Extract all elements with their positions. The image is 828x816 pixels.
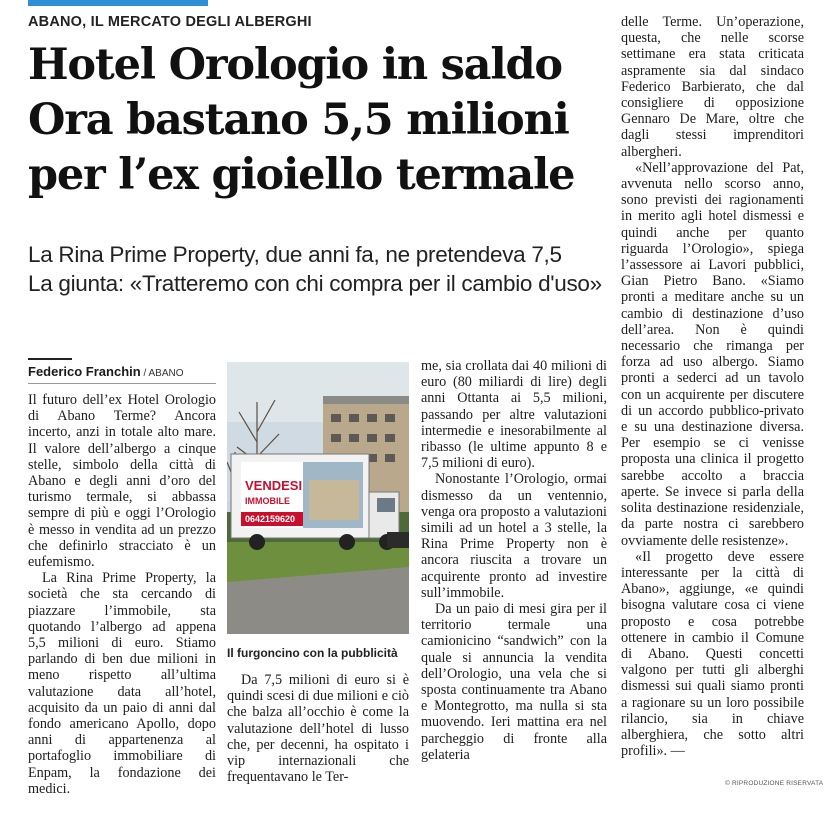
body-column-1 (28, 392, 216, 797)
body-column-4 (621, 14, 804, 759)
headline (28, 38, 598, 203)
truck-photo-illustration (227, 362, 409, 634)
headline-line: Hotel Orologio in saldo (28, 40, 562, 90)
truck-sign-immobile: IMMOBILE (245, 496, 290, 506)
byline-divider (28, 383, 216, 384)
paragraph: «Nell’approvazione del Pat, avvenuta nello scorso anno, sono previsti dei ragionamenti in merito agli hotel dismessi e quindi anche per quanto riguarda l’Orologio», spiega l’assessore ai Lavori pubblici, Gian Pietro Bano. «Siamo pronti a meditare anche su un cambio di destinazione d’uso dell’area. Non è quindi necessario che rimanga per forza ad uso albergo. Siamo pronti a sederci ad un tavolo con un acquirente per discutere di un accordo pubblico-privato e su una destinazione diversa. Per esempio se ci venisse proposta una clinica il progetto sarebbe accolto a braccia aperte. Se invece si parla della solita destinazione residenziale, da parte nostra ci sarebbero ovviamente delle resistenze». (621, 159, 804, 549)
truck-sign-vendesi: VENDESI (245, 478, 303, 493)
article-photo (227, 362, 409, 634)
byline-rule (28, 358, 72, 360)
paragraph: Da un paio di mesi gira per il territorio termale una camionicino “sandwich” con la quale si annuncia la vendita dell’Orologio, una vela che si sposta continuamente tra Abano e Montegrotto, ma nulla si sta muovendo. Ieri mattina era nel parcheggio di fronte alla gelateria (421, 601, 607, 763)
paragraph: Il futuro dell’ex Hotel Orologio di Abano Terme? Ancora incerto, anzi in totale alto mare. Il valore dell’albergo a cinque stelle, simbolo della città di Abano e degli anni d’oro del turismo termale, si abbassa sempre di più e oggi l’Orologio è messo in vendita ad un prezzo che definirlo stracciato è un eufemismo. (28, 392, 216, 571)
truck-sign-phone: 0642159620 (245, 514, 296, 524)
section-kicker: ABANO, IL MERCATO DEGLI ALBERGHI (28, 14, 312, 30)
body-column-2 (227, 672, 409, 785)
author-name: Federico Franchin (28, 364, 141, 379)
paragraph: «Il progetto deve essere interessante per la città di Abano», aggiunge, «e quindi bisogna valutare cosa ci viene proposto e cosa potrebbe ottenere in cambio il Comune di Abano. Questi concetti valgono per tutti gli alberghi dismessi sui quali siamo pronti a ragionare su un loro possibile rilancio, sia in chiave alberghiera, che sotto altri profili». — (621, 548, 804, 760)
headline-line: per l’ex gioiello termale (28, 150, 575, 200)
body-column-3 (421, 358, 607, 763)
paragraph: La Rina Prime Property, la società che sta cercando di piazzare l’immobile, sta quotando l’albergo ad appena 5,5 milioni di euro. Stiamo parlando di ben due milioni in meno rispetto all’ultima valutazione data all’hotel, acquisito da un paio di anni dal fondo americano Apollo, dopo anni di appartenenza al portafoglio immobiliare di Enpam, la fondazione dei medici. (28, 570, 216, 797)
author-location: / ABANO (140, 368, 184, 379)
subhead-line: La giunta: «Tratteremo con chi compra per il cambio d'uso» (28, 271, 602, 296)
section-color-bar (28, 0, 208, 6)
paragraph: Da 7,5 milioni di euro si è quindi scesi di due milioni e ciò che balza all’occhio è come la valutazione dell’hotel di lusso che, per decenni, ha ospitato i vip internazionali che frequentavano le Ter- (227, 672, 409, 786)
paragraph: delle Terme. Un’operazione, questa, che nelle scorse settimane era stata criticata aspramente sia dal sindaco Federico Barbierato, che dal consigliere di opposizione Gennaro De Mare, oltre che dagli stessi imprenditori albergheri. (621, 14, 804, 160)
byline (28, 364, 184, 379)
copyright-note: © RIPRODUZIONE RISERVATA (725, 780, 824, 787)
subhead-line: La Rina Prime Property, due anni fa, ne pretendeva 7,5 (28, 242, 562, 267)
photo-caption: Il furgoncino con la pubblicità (227, 646, 398, 660)
headline-line: Ora bastano 5,5 milioni (28, 95, 569, 145)
paragraph: Nonostante l’Orologio, ormai dismesso da un ventennio, venga ora proposto a valutazioni simili ad un hotel a 3 stelle, la Rina Prime Property non è ancora riuscita a trovare un acquirente pronto ad investire sull’immobile. (421, 471, 607, 601)
paragraph: me, sia crollata dai 40 milioni di euro (80 miliardi di lire) degli anni Ottanta ai 5,5 milioni, passando per altre valutazioni intermedie e inesorabilmente al ribasso (le ultime appunto 8 e 7,5 milioni di euro). (421, 358, 607, 472)
subheadline (28, 240, 608, 298)
